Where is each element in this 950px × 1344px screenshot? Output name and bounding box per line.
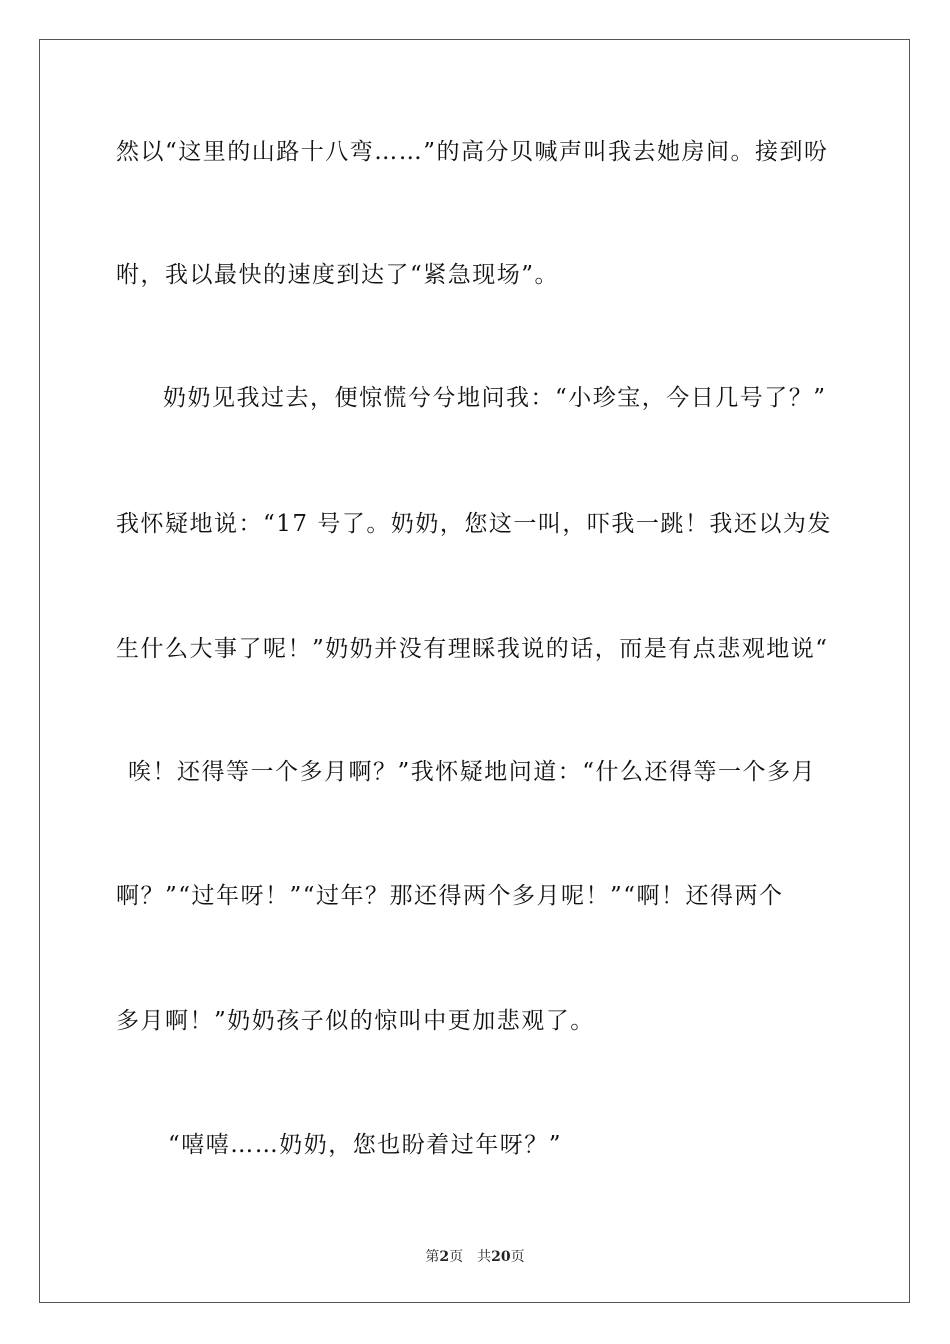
text-line-4: 我怀疑地说：“17 号了。奶奶，您这一叫，吓我一跳！我还以为发 bbox=[116, 511, 832, 537]
footer-prefix: 第 bbox=[425, 1249, 440, 1265]
text-line-7: 啊？”“过年呀！”“过年？那还得两个多月呢！”“啊！还得两个 bbox=[116, 883, 784, 909]
footer-page-number: 2 bbox=[439, 1249, 450, 1265]
text-line-9: “嘻嘻……奶奶，您也盼着过年呀？” bbox=[168, 1132, 563, 1158]
text-line-2: 咐，我以最快的速度到达了“紧急现场”。 bbox=[116, 262, 560, 288]
page-border bbox=[39, 39, 910, 1303]
footer-total-pages: 20 bbox=[491, 1249, 511, 1265]
text-line-8: 多月啊！”奶奶孩子似的惊叫中更加悲观了。 bbox=[116, 1008, 595, 1034]
page-footer bbox=[0, 1247, 950, 1267]
text-line-5: 生什么大事了呢！”奶奶并没有理睬我说的话，而是有点悲观地说“ bbox=[116, 636, 829, 662]
text-line-1: 然以“这里的山路十八弯……”的高分贝喊声叫我去她房间。接到吩 bbox=[116, 139, 829, 165]
text-line-6: 唉！还得等一个多月啊？”我怀疑地问道：“什么还得等一个多月 bbox=[128, 759, 817, 785]
footer-middle: 页 共 bbox=[449, 1249, 492, 1265]
text-line-3: 奶奶见我过去，便惊慌兮兮地问我：“小珍宝，今日几号了？” bbox=[163, 385, 827, 411]
footer-suffix: 页 bbox=[510, 1249, 525, 1265]
